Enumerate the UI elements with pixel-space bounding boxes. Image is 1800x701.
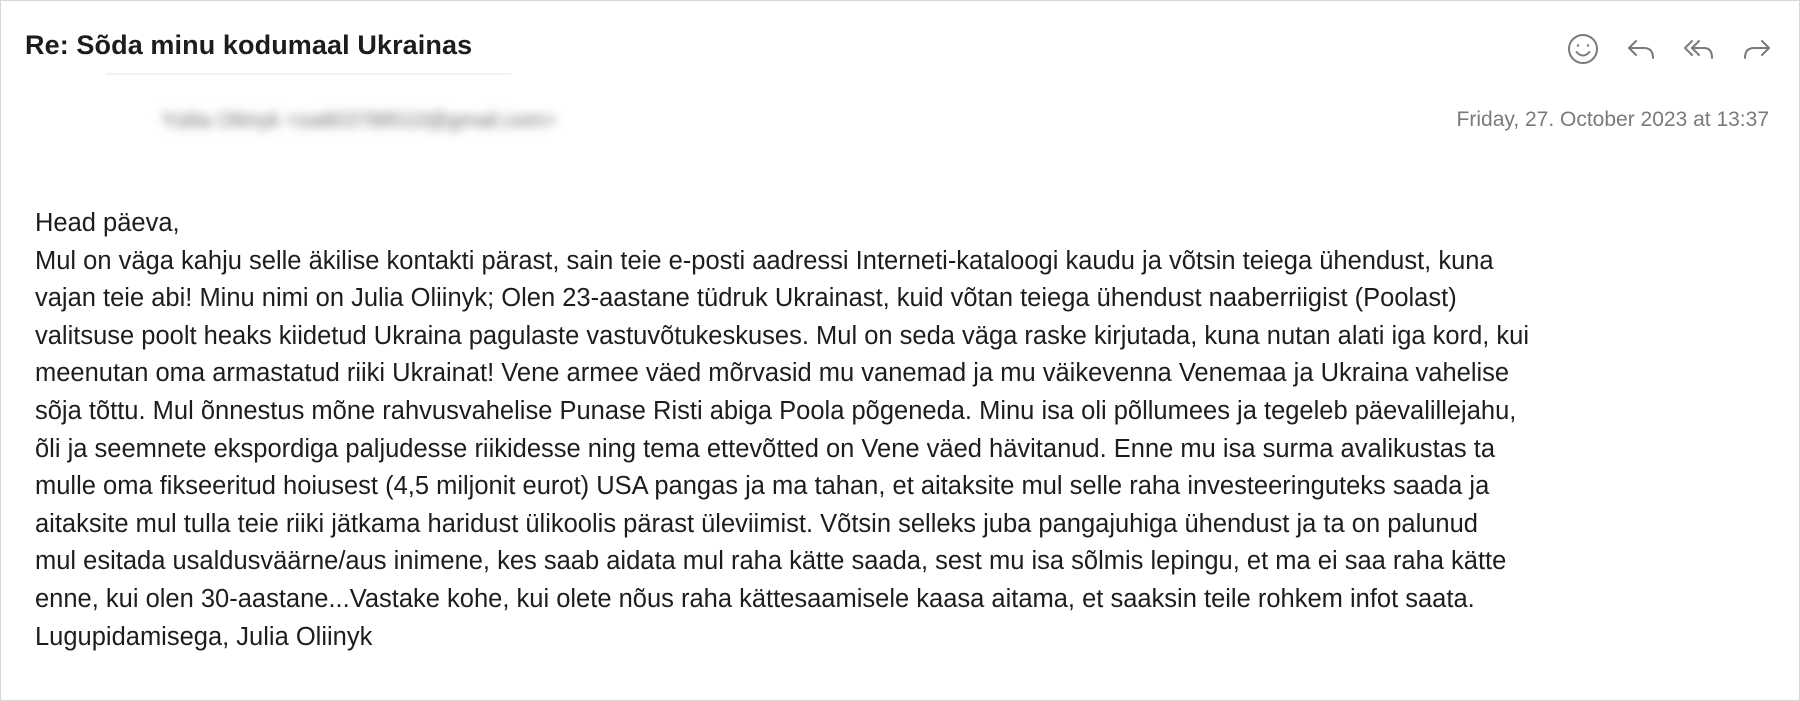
body-line: Mul on väga kahju selle äkilise kontakti pärast, sain teie e-posti aadressi Interneti-kataloogi kaudu ja võtsin teiega ühendust, kuna <box>35 246 1494 275</box>
message-date: Friday, 27. October 2023 at 13:37 <box>1456 108 1769 131</box>
body-line: Head päeva, <box>35 209 180 237</box>
forward-button[interactable] <box>1735 27 1779 71</box>
reply-icon <box>1622 30 1660 68</box>
reply-all-button[interactable] <box>1677 27 1721 71</box>
body-line: vajan teie abi! Minu nimi on Julia Oliinyk; Olen 23-aastane tüdruk Ukrainast, kuid võtan teiega ühendust naaberriigist (Poolast) <box>35 284 1457 313</box>
forward-icon <box>1738 30 1776 68</box>
message-body <box>35 205 1775 656</box>
reaction-button[interactable] <box>1561 27 1605 71</box>
smiley-icon <box>1564 30 1602 68</box>
body-line: mulle oma fikseeritud hoiusest (4,5 miljonit eurot) USA pangas ja ma tahan, et aitaksite mul selle raha investeeringuteks saada ja <box>35 472 1490 501</box>
message-toolbar <box>1561 27 1779 71</box>
reply-button[interactable] <box>1619 27 1663 71</box>
body-line: meenutan oma armastatud riiki Ukrainat! Vene armee väed mõrvasid mu vanemad ja mu väikevenna Venemaa ja Ukraina vahelise <box>35 359 1510 388</box>
message-subject: Re: Sõda minu kodumaal Ukrainas <box>25 30 473 60</box>
reply-all-icon <box>1680 30 1718 68</box>
body-line: sõja tõttu. Mul õnnestus mõne rahvusvahelise Punase Risti abiga Poola põgeneda. Minu isa oli põllumees ja tegeleb päevalillejahu, <box>35 396 1517 425</box>
signature-line: Lugupidamisega, Julia Oliinyk <box>35 622 373 651</box>
sender-address[interactable]: Yuliia Oliinyk <oa803788510@gmail.com> <box>161 109 556 132</box>
body-line: õli ja seemnete ekspordiga paljudesse riikidesse ning tema ettevõtted on Vene väed hävitanud. Enne mu isa surma avalikustas ta <box>35 434 1496 463</box>
body-line: mul esitada usaldusväärne/aus inimene, kes saab aidata mul raha kätte saada, sest mu isa sõlmis lepingu, et ma ei saa raha kätte <box>35 547 1507 576</box>
body-line: aitaksite mul tulla teie riiki jätkama haridust ülikoolis pärast üleviimist. Võtsin selleks juba pangajuhiga ühendust ja ta on palunud <box>35 509 1478 538</box>
header-divider <box>106 73 511 75</box>
body-line: valitsuse poolt heaks kiidetud Ukraina pagulaste vastuvõtukeskuses. Mul on seda väga raske kirjutada, kuna nutan alati iga kord, kui <box>35 321 1530 350</box>
body-line: enne, kui olen 30-aastane...Vastake kohe, kui olete nõus raha kättesaamisele kaasa aitama, et saaksin teile rohkem infot saata. <box>35 584 1475 613</box>
